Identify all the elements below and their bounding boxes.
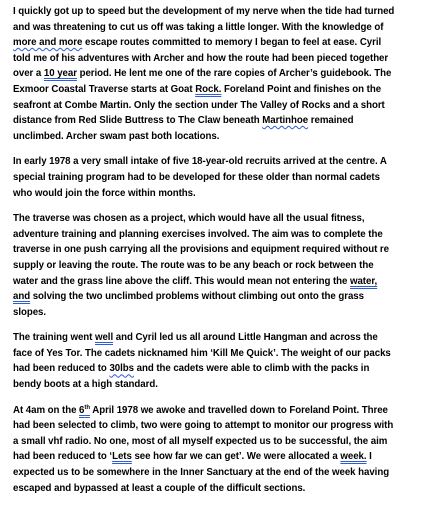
grammar-flag[interactable]: more and more [13,37,83,49]
text-line: slopes. [13,306,47,318]
text-line: Exmoor Coastal Traverse starts at Goat Rock. Foreland Point and finishes on the [13,83,382,95]
paragraph-5 [13,403,432,497]
text-line: adventure training and planning exercises involved. The aim was to complete the [13,228,383,240]
text-line: water and the grass line above the cliff. This would mean not entering the water, [13,275,378,287]
text-line: At 4am on the 6th April 1978 we awoke and travelled down to Foreland Point. Three [13,404,388,416]
text-line: had been selected to climb, two were going to attempt to monitor our progress with [13,420,394,432]
grammar-flag[interactable]: 6th [79,404,90,416]
paragraph-2 [13,154,432,201]
text-line: traverse in one push carrying all the provisions and equipment required without re [13,244,389,256]
paragraph-4 [13,330,432,392]
text-line: and solving the two unclimbed problems without climbing out onto the grass [13,291,364,303]
text-line: escaped and bypassed at least a couple of the difficult sections. [13,482,306,494]
grammar-flag[interactable]: 10 year [43,68,77,80]
text-line: special training program had to be developed for these older than normal cadets [13,171,380,183]
text-line: more and more escape routes committed to memory I began to feel at ease. Cyril [13,37,382,49]
text-line: and was threatening to cut us off was taking a little longer. With the knowledge of [13,21,384,33]
text-line: told me of his adventures with Archer and how the route had been pieced together [13,52,389,64]
spelling-flag[interactable]: Martinhoe [262,115,309,127]
text-line: supply or leaving the route. The route was to be any beach or rock between the [13,259,374,271]
grammar-flag[interactable]: water, [349,275,378,287]
text-line: had been reduced to ‘Lets see how far we can get’. We were allocated a week. I [13,451,372,463]
paragraph-3 [13,211,432,320]
text-line: The traverse was chosen as a project, which would have all the usual fitness, [13,213,365,225]
text-line: seafront at Combe Martin. Only the section under The Valley of Rocks and a short [13,99,385,111]
grammar-flag[interactable]: week. [340,451,367,463]
spelling-flag[interactable]: 30lbs [109,363,134,375]
grammar-flag[interactable]: well [94,332,114,344]
paragraph-1 [13,4,432,144]
text-line: In early 1978 a very small intake of five 18-year-old recruits arrived at the centre. A [13,156,387,168]
text-line: over a 10 year period. He lent me one of the rare copies of Archer’s guidebook. The [13,68,392,80]
text-line: The training went well and Cyril led us all around Little Hangman and across the [13,332,378,344]
text-line: who would join the force within months. [13,187,196,199]
text-line: unclimbed. Archer swam past both locations. [13,130,220,142]
text-line: distance from Red Slide Buttress to The Claw beneath Martinhoe remained [13,115,354,127]
text-line: bendy boots at a high standard. [13,379,158,391]
text-line: expected us to be somewhere in the Inner Sanctuary at the end of the week having [13,467,390,479]
text-line: had been reduced to 30lbs and the cadets were able to climb with the packs in [13,363,370,375]
text-line: a small vhf radio. No one, most of all myself expected us to be successful, the aim [13,435,388,447]
text-line: face of Yes Tor. The cadets nicknamed him ‘Kill Me Quick’. The weight of our packs [13,347,391,359]
text-line: I quickly got up to speed but the development of my nerve when the tide had turned [13,6,395,17]
grammar-flag[interactable]: Lets [112,451,132,463]
grammar-flag[interactable]: Rock. [195,83,222,95]
grammar-flag[interactable]: and [13,291,31,303]
